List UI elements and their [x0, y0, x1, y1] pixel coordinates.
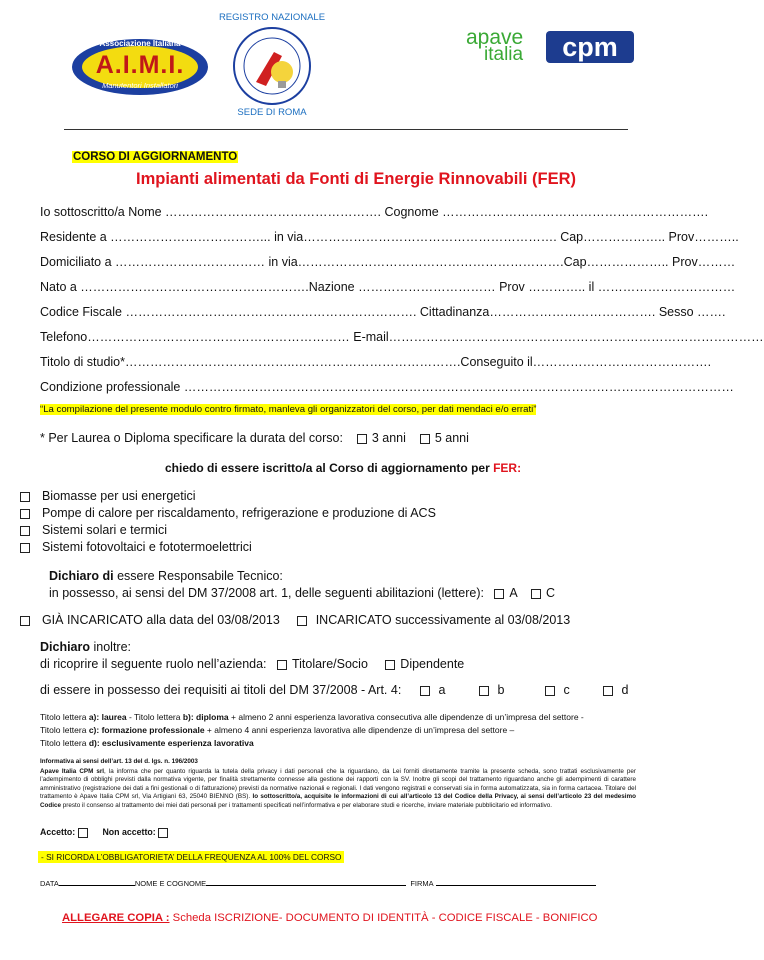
- signature-input-line[interactable]: [436, 885, 596, 886]
- course-title: Impianti alimentati da Fonti di Energie Rinnovabili (FER): [136, 170, 577, 188]
- course-option-3-checkbox[interactable]: [20, 526, 30, 536]
- profession-field-line[interactable]: Condizione professionale ……………………………………………………………………………………………………………………: [40, 380, 734, 394]
- not-accept-label: Non accetto:: [102, 827, 156, 837]
- requisiti-b-label: b: [497, 683, 505, 697]
- declaration2-line: [40, 640, 131, 654]
- not-accept-checkbox[interactable]: [158, 828, 168, 838]
- apave-cpm-logo: [466, 28, 636, 68]
- privacy-body1: , la informa che per quanto riguarda la tutela della privacy i dati personali che la riguardano, da Lei forniti direttamente tramite la presente scheda, sono trattati esclusivamente per l’adempimento di obblighi previsti dalla normativa vigente, per finalità strettamente connesse alla gestione dei rapporti con la SV. Inoltre gli scopi del trattamento riguardano anche gli adempimenti di carattere amministrativo (registrazione dei dati a fini gestionali o di fatturazione) previsti da normative nazionali e regionali. I dati vengono registrati e conservati sia in forma automatizzata, sia in forma cartacea. Titolare del trattamento è Apave Italia CPM srl, Via Artigianì 63, 25040 BIENNO (BS).: [40, 767, 636, 801]
- license-a-label: A: [509, 586, 518, 600]
- requisiti-line: [40, 683, 401, 697]
- header-divider: [64, 129, 628, 130]
- role-employee-label: Dipendente: [400, 657, 465, 671]
- requisiti-b[interactable]: [479, 683, 504, 697]
- requisiti-b-checkbox[interactable]: [479, 686, 489, 696]
- course-option-2[interactable]: [20, 506, 436, 520]
- declaration-bold: Dichiaro di: [49, 569, 114, 583]
- disclaimer-note: “La compilazione del presente modulo contro firmato, manleva gli organizzatori del corso, per dati mendaci e/o errati”: [40, 404, 537, 415]
- course-label: CORSO DI AGGIORNAMENTO: [73, 151, 238, 163]
- legend-mid: - Titolo lettera: [126, 712, 183, 722]
- incarico-after-label: INCARICATO successivamente al 03/08/2013: [315, 613, 571, 627]
- registro-subtitle: SEDE DI ROMA: [237, 107, 307, 118]
- requisiti-d-checkbox[interactable]: [603, 686, 613, 696]
- legend-post: + almeno 4 anni esperienza lavorativa alle dipendenze di un’impresa del settore –: [204, 725, 515, 735]
- name-field-line[interactable]: Io sottoscritto/a Nome ……………………………………………. Cognome ……………………………………………………….: [40, 205, 709, 219]
- registro-title: REGISTRO NAZIONALE: [218, 12, 326, 23]
- duration-3-label: 3 anni: [371, 431, 406, 445]
- license-c-label: C: [545, 586, 555, 600]
- legend-bold: d): esclusivamente esperienza lavorativa: [88, 738, 254, 748]
- accept-label: Accetto:: [40, 827, 76, 837]
- legend-bold: b): diploma: [182, 712, 229, 722]
- requisiti-text: di essere in possesso dei requisiti ai titoli del DM 37/2008 - Art. 4:: [40, 683, 402, 697]
- request-heading: [165, 461, 521, 475]
- legend-bold: a): laurea: [88, 712, 127, 722]
- attendance-reminder: - SI RICORDA L’OBBLIGATORIETA’ DELLA FREQUENZA AL 100% DEL CORSO: [38, 851, 344, 863]
- declaration2-bold: Dichiaro: [40, 640, 91, 654]
- registro-seal-icon: [230, 26, 314, 106]
- name-input-line[interactable]: [206, 885, 406, 886]
- aimi-logo: [70, 37, 210, 97]
- registro-logo: [212, 12, 332, 120]
- legend-post: + almeno 2 anni esperienza lavorativa consecutiva alle dipendenze di un’impresa del settore -: [228, 712, 584, 722]
- signature-row: [40, 879, 596, 888]
- legend-bold: c): formazione professionale: [88, 725, 205, 735]
- privacy-block: [40, 758, 636, 811]
- aimi-main-text: A.I.M.I.: [95, 51, 185, 79]
- requisiti-d-label: d: [621, 683, 629, 697]
- requisiti-a-checkbox[interactable]: [420, 686, 430, 696]
- cpm-badge: [546, 31, 634, 63]
- privacy-company: Apave Italia CPM srl: [40, 767, 105, 775]
- role-line: [40, 657, 464, 671]
- incarico-line: [20, 613, 570, 627]
- course-option-3-label: Sistemi solari e termici: [41, 523, 167, 537]
- privacy-title: Informativa ai sensi dell’art. 13 del d. lgs. n. 196/2003: [40, 758, 198, 765]
- declaration-line: [49, 569, 283, 583]
- license-line: [49, 586, 555, 600]
- role-text: di ricoprire il seguente ruolo nell’azienda:: [40, 657, 267, 671]
- course-option-1-checkbox[interactable]: [20, 492, 30, 502]
- course-option-4-label: Sistemi fotovoltaici e fototermoelettrici: [41, 540, 252, 554]
- legend-pre: Titolo lettera: [40, 738, 89, 748]
- role-owner-label: Titolare/Socio: [291, 657, 368, 671]
- requisiti-c[interactable]: [545, 683, 570, 697]
- privacy-body2: presto il consenso al trattamento dei miei dati personali per i trattamenti specificati nell’informativa e per elaborare studi e ricerche, inviare materiale pubblicitario ed informativo.: [61, 801, 553, 809]
- legend-pre: Titolo lettera: [40, 725, 89, 735]
- course-option-1-label: Biomasse per usi energetici: [41, 489, 196, 503]
- course-option-3[interactable]: [20, 523, 167, 537]
- incarico-before-label: GIÀ INCARICATO alla data del 03/08/2013: [41, 613, 280, 627]
- course-option-2-label: Pompe di calore per riscaldamento, refrigerazione e produzione di ACS: [41, 506, 436, 520]
- license-a-checkbox[interactable]: [494, 589, 504, 599]
- requisiti-c-label: c: [563, 683, 570, 697]
- duration-5-label: 5 anni: [434, 431, 469, 445]
- duration-3-checkbox[interactable]: [357, 434, 367, 444]
- duration-line: [40, 431, 469, 445]
- contact-field-line[interactable]: Telefono……………………………………………………… E-mail………………………………………………………………………………: [40, 330, 764, 344]
- italia-word: italia: [484, 44, 524, 65]
- footer-attachments: [62, 912, 597, 924]
- role-owner-checkbox[interactable]: [277, 660, 287, 670]
- footer-text: Scheda ISCRIZIONE- DOCUMENTO DI IDENTITÀ - CODICE FISCALE - BONIFICO: [169, 912, 598, 924]
- declaration2-text: inoltre:: [90, 640, 132, 654]
- course-option-2-checkbox[interactable]: [20, 509, 30, 519]
- signature-label: FIRMA: [410, 879, 434, 888]
- birth-field-line[interactable]: Nato a ……………………………………………….Nazione …………………………… Prov ………….. il ……………………………: [40, 280, 736, 294]
- aimi-top-text: Associazione Italiana: [99, 39, 181, 48]
- footer-label: ALLEGARE COPIA :: [62, 912, 170, 924]
- incarico-after-checkbox[interactable]: [297, 616, 307, 626]
- request-text: chiedo di essere iscritto/a al Corso di aggiornamento per: [165, 461, 490, 475]
- date-input-line[interactable]: [59, 885, 135, 886]
- declaration-text: essere Responsabile Tecnico:: [113, 569, 283, 583]
- titles-legend: [40, 712, 660, 749]
- privacy-body: [40, 768, 636, 811]
- legend-row: [40, 712, 660, 723]
- residence-field-line[interactable]: Residente a ………………………………... in via……………………………………………………. Cap……………….. Prov………..: [40, 230, 739, 244]
- duration-5-checkbox[interactable]: [420, 434, 430, 444]
- requisiti-d[interactable]: [603, 683, 628, 697]
- course-option-4-checkbox[interactable]: [20, 543, 30, 553]
- course-option-4[interactable]: [20, 540, 252, 554]
- requisiti-a[interactable]: [420, 683, 445, 697]
- privacy-consent-bold: Io sottoscritto/a, acquisite le informazioni di cui all’articolo 13 del Codice della Privacy, ai sensi dell’articolo 23 del medesimo Codice: [40, 793, 637, 809]
- duration-text: * Per Laurea o Diploma specificare la durata del corso:: [40, 431, 343, 445]
- legend-pre: Titolo lettera: [40, 712, 89, 722]
- domicile-field-line[interactable]: Domiciliato a ……………………………… in via……………………………………………………….Cap……………….. Prov………: [40, 255, 736, 269]
- apave-word: apave: [466, 26, 524, 49]
- license-text: in possesso, ai sensi del DM 37/2008 art. 1, delle seguenti abilitazioni (lettere):: [49, 586, 484, 600]
- license-c-checkbox[interactable]: [531, 589, 541, 599]
- cpm-word: cpm: [562, 32, 618, 62]
- requisiti-c-checkbox[interactable]: [545, 686, 555, 696]
- legend-row: [40, 725, 660, 736]
- date-label: DATA: [40, 879, 59, 888]
- role-employee-checkbox[interactable]: [385, 660, 395, 670]
- aimi-bottom-text: Manutentori Installatori: [102, 81, 178, 90]
- request-fer: FER:: [493, 461, 522, 475]
- degree-field-line[interactable]: Titolo di studio*…………………………………..………………………………….Conseguito il…………………………………….: [40, 355, 712, 369]
- course-option-1[interactable]: [20, 489, 196, 503]
- accept-checkbox[interactable]: [78, 828, 88, 838]
- legend-row: [40, 738, 660, 749]
- tax-code-field-line[interactable]: Codice Fiscale ……………………………………………………………. Cittadinanza…………………………………. Sesso …….: [40, 305, 726, 319]
- name-label: NOME E COGNOME: [134, 879, 207, 888]
- incarico-before-checkbox[interactable]: [20, 616, 30, 626]
- privacy-consent-row: [40, 827, 173, 838]
- requisiti-a-label: a: [438, 683, 446, 697]
